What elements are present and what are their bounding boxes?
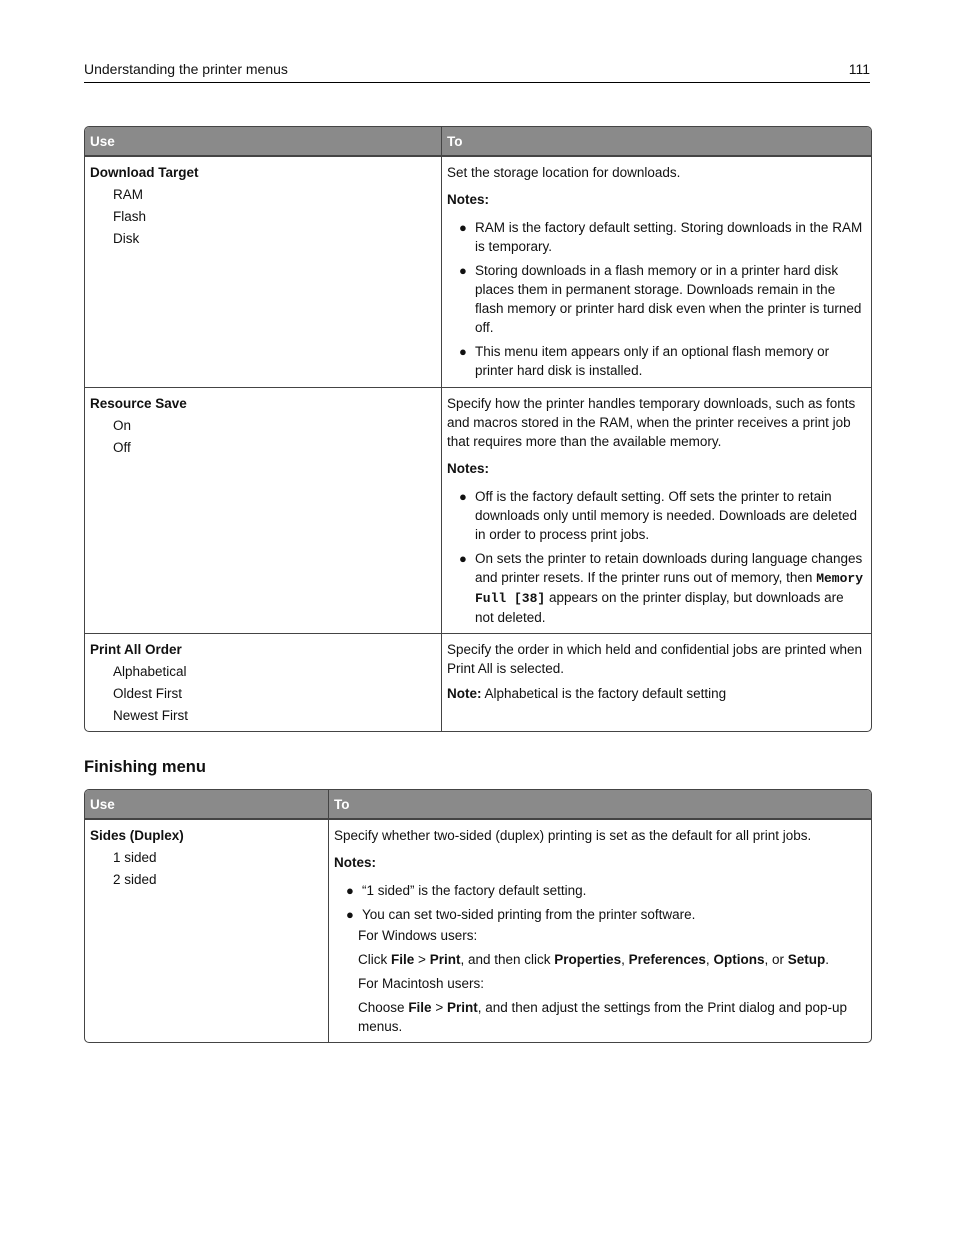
to-cell [441,633,871,731]
finishing-menu-table [84,789,872,1043]
bullet-icon: ● [459,263,467,278]
list-item [447,342,866,380]
separator: . [825,952,830,967]
table-row [85,387,871,633]
preferences-ref: Preferences [628,952,706,967]
setting-description: Set the storage location for downloads. [447,165,681,180]
note-text: RAM is the factory default setting. Storing downloads in the RAM is temporary. [475,220,863,254]
file-menu-ref: File [408,1000,432,1015]
option-value: Off [113,440,131,455]
table-row [85,156,871,387]
option-value: Oldest First [113,686,183,701]
use-cell [85,633,441,731]
option-value: RAM [113,187,143,202]
notes-list [334,881,866,924]
bullet-icon: ● [459,220,467,235]
column-header-to: To [328,790,871,819]
header-title: Understanding the printer menus [84,61,288,77]
file-menu-ref: File [391,952,415,967]
table-header-row [85,790,871,819]
setting-name: Sides (Duplex) [90,828,184,843]
table-row [85,633,871,731]
instruction-text: , or [764,952,784,967]
mac-instructions [334,998,866,1036]
note-text: Alphabetical is the factory default setting [484,686,727,701]
option-value: On [113,418,132,433]
column-header-use: Use [85,790,328,819]
windows-label: For Windows users: [358,928,478,943]
option-value: Newest First [113,708,189,723]
mac-label: For Macintosh users: [358,976,485,991]
option-value: Alphabetical [113,664,187,679]
page-number: 111 [848,61,870,77]
separator: > [435,1000,444,1015]
separator: , [621,952,625,967]
note-text: You can set two-sided printing from the printer software. [362,907,696,922]
list-item [447,218,866,256]
print-menu-ref: Print [429,952,461,967]
to-cell [441,156,871,387]
bullet-icon: ● [346,883,354,898]
instruction-text: Choose [358,1000,405,1015]
table-row [85,819,871,1042]
bullet-icon: ● [459,551,467,566]
setting-name: Download Target [90,165,199,180]
instruction-text: Click [358,952,388,967]
use-cell [85,387,441,633]
option-value: 1 sided [113,850,157,865]
note-text: Off is the factory default setting. Off sets the printer to retain downloads only until memory is needed. Downloads are deleted in order to process print jobs. [475,489,857,542]
option-value: 2 sided [113,872,157,887]
notes-label: Notes: [447,192,490,207]
note-text: On sets the printer to retain downloads during language changes and printer resets. If the printer runs out of memory, then [475,551,863,585]
note-text: “1 sided” is the factory default setting. [362,883,587,898]
note-text: appears on the printer display, but downloads are not deleted. [475,590,844,625]
column-header-to: To [441,127,871,156]
table-header-row [85,127,871,156]
option-value: Disk [113,231,140,246]
bullet-icon: ● [459,489,467,504]
instruction-text: , and then adjust the settings from the Print dialog and pop-up menus. [358,1000,848,1034]
setting-description: Specify the order in which held and confidential jobs are printed when Print All is selected. [447,642,863,676]
section-heading: Finishing menu [84,758,206,776]
list-item [447,261,866,337]
print-menu-ref: Print [447,1000,478,1015]
column-header-use: Use [85,127,441,156]
setting-name: Print All Order [90,642,182,657]
page-header [84,60,870,83]
list-item [447,549,866,627]
note-text: Storing downloads in a flash memory or in a printer hard disk places them in permanent storage. Downloads remain in the flash memory or printer hard disk even when the printer is turned off. [475,263,862,335]
instruction-text: , and then click [460,952,551,967]
to-cell [441,387,871,633]
bullet-icon: ● [346,907,354,922]
notes-list [447,487,866,627]
list-item [334,881,866,900]
windows-instructions [334,950,866,969]
option-value: Flash [113,209,147,224]
setup-ref: Setup [787,952,826,967]
note-label: Note: [447,686,482,701]
error-message-code: Memory Full [38] [475,571,863,606]
note-line [447,684,866,703]
to-cell [328,819,871,1042]
use-cell [85,156,441,387]
list-item [447,487,866,544]
separator: , [705,952,710,967]
list-item [334,905,866,924]
setting-description: Specify whether two-sided (duplex) printing is set as the default for all print jobs. [334,828,812,843]
setting-name: Resource Save [90,396,187,411]
printer-settings-table [84,126,872,732]
notes-label: Notes: [334,855,377,870]
bullet-icon: ● [459,344,467,359]
notes-label: Notes: [447,461,490,476]
use-cell [85,819,328,1042]
notes-list [447,218,866,380]
options-ref: Options [713,952,765,967]
note-text: This menu item appears only if an optional flash memory or printer hard disk is installed. [475,344,830,378]
separator: > [418,952,426,967]
setting-description: Specify how the printer handles temporary downloads, such as fonts and macros stored in the RAM, when the printer receives a print job that requires more than the available memory. [447,396,856,449]
properties-ref: Properties [554,952,622,967]
